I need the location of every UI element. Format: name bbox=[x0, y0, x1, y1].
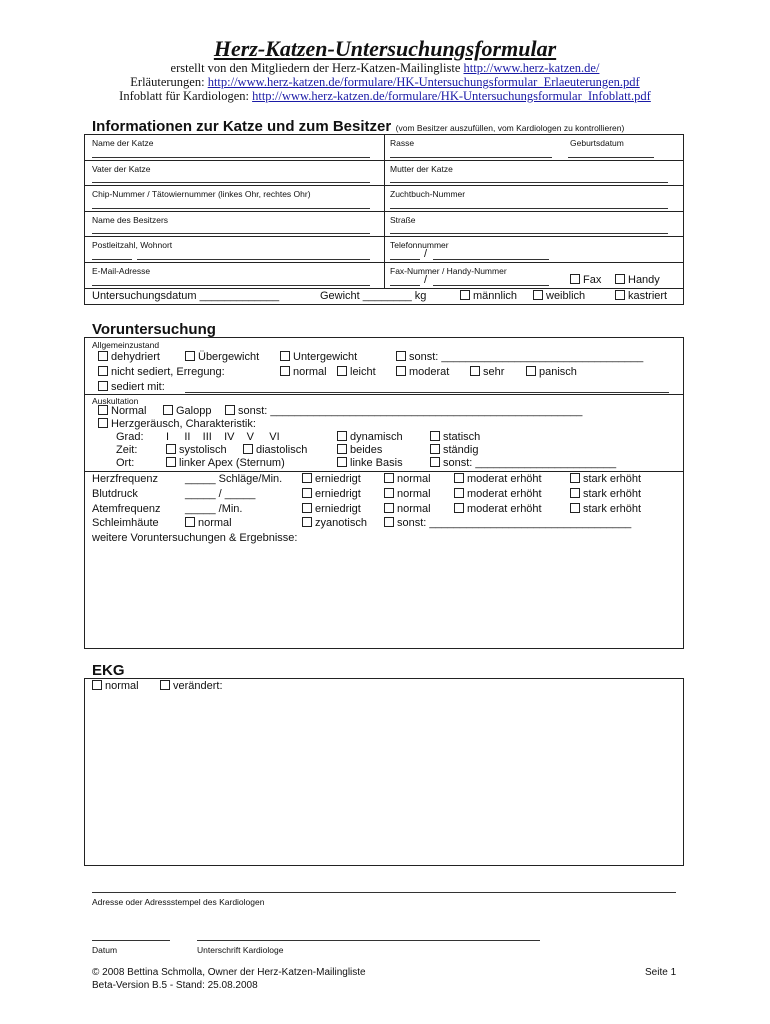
excitement-panic-label: panisch bbox=[539, 366, 577, 378]
bp-normal-label: normal bbox=[397, 488, 431, 500]
left-base-label: linke Basis bbox=[350, 457, 403, 469]
excitement-moderate-checkbox[interactable] bbox=[396, 366, 406, 376]
hr-moderate-label: moderat erhöht bbox=[467, 473, 542, 485]
owner-label: Name des Besitzers bbox=[92, 215, 169, 225]
bp-lowered-checkbox[interactable] bbox=[302, 488, 312, 498]
ekg-title: EKG bbox=[92, 662, 125, 679]
resp-high-label: stark erhöht bbox=[583, 503, 642, 515]
explanations-line bbox=[0, 75, 770, 90]
female-label: weiblich bbox=[546, 290, 586, 302]
handy-option[interactable] bbox=[615, 274, 660, 286]
zip-label: Postleitzahl, Wohnort bbox=[92, 240, 173, 250]
hr-normal-label: normal bbox=[397, 473, 431, 485]
bp-moderate-checkbox[interactable] bbox=[454, 488, 464, 498]
father-label: Vater der Katze bbox=[92, 164, 151, 174]
street-label: Straße bbox=[390, 215, 416, 225]
mucosa-other-option[interactable] bbox=[384, 517, 631, 529]
location-label: Ort: bbox=[116, 457, 135, 469]
hr-high-option[interactable] bbox=[570, 473, 641, 485]
bp-high-option[interactable] bbox=[570, 488, 641, 500]
mucosa-normal-checkbox[interactable] bbox=[185, 517, 195, 527]
both-option[interactable] bbox=[337, 444, 382, 456]
gallop-checkbox[interactable] bbox=[163, 405, 173, 415]
sedated-option[interactable] bbox=[98, 381, 165, 393]
excitement-mild-option[interactable] bbox=[337, 366, 376, 378]
cat-name-label: Name der Katze bbox=[92, 138, 154, 148]
hr-high-label: stark erhöht bbox=[583, 473, 642, 485]
breed-field[interactable] bbox=[390, 157, 552, 158]
fax-area-field[interactable] bbox=[390, 285, 420, 286]
further-exams-area[interactable] bbox=[92, 548, 676, 643]
neutered-option[interactable] bbox=[615, 290, 667, 302]
stud-label: Zuchtbuch-Nummer bbox=[390, 189, 466, 199]
dynamic-checkbox[interactable] bbox=[337, 431, 347, 441]
stud-field[interactable] bbox=[390, 208, 668, 209]
systolic-option[interactable] bbox=[166, 444, 227, 456]
resp-normal-checkbox[interactable] bbox=[384, 503, 394, 513]
overweight-label: Übergewicht bbox=[198, 351, 260, 363]
auscultation-label: Auskultation bbox=[92, 396, 139, 406]
explanations-label: Erläuterungen: bbox=[130, 75, 205, 89]
both-label: beides bbox=[350, 444, 383, 456]
hr-lowered-checkbox[interactable] bbox=[302, 473, 312, 483]
mucosa-cyanotic-option[interactable] bbox=[302, 517, 367, 529]
mother-label: Mutter der Katze bbox=[390, 164, 453, 174]
city-field[interactable] bbox=[137, 259, 370, 260]
heart-rate-label: Herzfrequenz bbox=[92, 473, 159, 485]
general-other-label: sonst: _________________________________ bbox=[409, 351, 644, 363]
mother-field[interactable] bbox=[390, 182, 668, 183]
sedated-checkbox[interactable] bbox=[98, 381, 108, 391]
dehydrated-checkbox[interactable] bbox=[98, 351, 108, 361]
ausc-other-checkbox[interactable] bbox=[225, 405, 235, 415]
excitement-severe-checkbox[interactable] bbox=[470, 366, 480, 376]
mucosa-cyanotic-checkbox[interactable] bbox=[302, 517, 312, 527]
exam-date-field[interactable]: Untersuchungsdatum _____________ bbox=[92, 290, 280, 302]
fax-option[interactable] bbox=[570, 274, 601, 286]
both-checkbox[interactable] bbox=[337, 444, 347, 454]
father-field[interactable] bbox=[92, 182, 370, 183]
mucosa-normal-label: normal bbox=[198, 517, 232, 529]
signature-label: Unterschrift Kardiologe bbox=[197, 945, 284, 955]
underweight-option[interactable] bbox=[280, 351, 357, 363]
ekg-normal-option[interactable] bbox=[92, 680, 139, 692]
phone-area-field[interactable] bbox=[390, 259, 420, 260]
infosheet-link[interactable]: http://www.herz-katzen.de/formulare/HK-Untersuchungsformular_Infoblatt.pdf bbox=[252, 89, 651, 103]
grade-values[interactable]: I II III IV V VI bbox=[166, 431, 280, 443]
hr-lowered-option[interactable] bbox=[302, 473, 361, 485]
hr-normal-checkbox[interactable] bbox=[384, 473, 394, 483]
systolic-label: systolisch bbox=[179, 444, 227, 456]
bp-label: Blutdruck bbox=[92, 488, 138, 500]
version-text: Beta-Version B.5 - Stand: 25.08.2008 bbox=[92, 980, 258, 991]
static-label: statisch bbox=[443, 431, 481, 443]
phone-number-field[interactable] bbox=[433, 259, 549, 260]
resp-normal-option[interactable] bbox=[384, 503, 431, 515]
resp-moderate-checkbox[interactable] bbox=[454, 503, 464, 513]
excitement-moderate-option[interactable] bbox=[396, 366, 449, 378]
overweight-option[interactable] bbox=[185, 351, 259, 363]
cat-name-field[interactable] bbox=[92, 157, 370, 158]
signature-line[interactable] bbox=[197, 940, 540, 941]
info-section-title: Informationen zur Katze und zum Besitzer bbox=[92, 118, 392, 135]
chip-field[interactable] bbox=[92, 208, 370, 209]
info-row-sep bbox=[84, 236, 684, 237]
date-line[interactable] bbox=[92, 940, 170, 941]
date-label: Datum bbox=[92, 945, 118, 955]
male-option[interactable] bbox=[460, 290, 517, 302]
excitement-moderate-label: moderat bbox=[409, 366, 450, 378]
dynamic-option[interactable] bbox=[337, 431, 403, 443]
general-condition-label: Allgemeinzustand bbox=[92, 340, 160, 350]
owner-field[interactable] bbox=[92, 233, 370, 234]
resp-moderate-label: moderat erhöht bbox=[467, 503, 542, 515]
fax-checkbox[interactable] bbox=[570, 274, 580, 284]
constant-option[interactable] bbox=[430, 444, 478, 456]
female-checkbox[interactable] bbox=[533, 290, 543, 300]
ausc-other-option[interactable] bbox=[225, 405, 582, 417]
bp-lowered-label: erniedrigt bbox=[315, 488, 361, 500]
overweight-checkbox[interactable] bbox=[185, 351, 195, 361]
location-other-checkbox[interactable] bbox=[430, 457, 440, 467]
excitement-mild-label: leicht bbox=[350, 366, 376, 378]
apex-label: linker Apex (Sternum) bbox=[179, 457, 285, 469]
created-by-text: erstellt von den Mitgliedern der Herz-Katzen-Mailingliste bbox=[170, 61, 461, 75]
info-row-sep bbox=[84, 211, 684, 212]
resp-normal-label: normal bbox=[397, 503, 431, 515]
not-sedated-option[interactable] bbox=[98, 366, 225, 378]
left-base-option[interactable] bbox=[337, 457, 403, 469]
infosheet-line bbox=[0, 89, 770, 104]
constant-label: ständig bbox=[443, 444, 479, 456]
time-label: Zeit: bbox=[116, 444, 138, 456]
pre-exam-sep bbox=[84, 471, 684, 472]
heart-rate-field[interactable]: _____ Schläge/Min. bbox=[185, 473, 283, 485]
excitement-normal-label: normal bbox=[293, 366, 327, 378]
apex-option[interactable] bbox=[166, 457, 285, 469]
ausc-other-label: sonst: ___________________________________________________ bbox=[238, 405, 583, 417]
excitement-mild-checkbox[interactable] bbox=[337, 366, 347, 376]
ekg-normal-label: normal bbox=[105, 680, 139, 692]
bp-moderate-option[interactable] bbox=[454, 488, 542, 500]
constant-checkbox[interactable] bbox=[430, 444, 440, 454]
general-other-option[interactable] bbox=[396, 351, 643, 363]
birthdate-field[interactable] bbox=[568, 157, 654, 158]
ekg-notes-area[interactable] bbox=[240, 694, 676, 858]
ekg-changed-label: verändert: bbox=[173, 680, 223, 692]
location-other-option[interactable] bbox=[430, 457, 616, 469]
location-other-label: sonst: _______________________ bbox=[443, 457, 617, 469]
phone-label: Telefonnummer bbox=[390, 240, 449, 250]
neutered-label: kastriert bbox=[628, 290, 668, 302]
underweight-checkbox[interactable] bbox=[280, 351, 290, 361]
excitement-severe-label: sehr bbox=[483, 366, 505, 378]
bp-normal-checkbox[interactable] bbox=[384, 488, 394, 498]
diastolic-checkbox[interactable] bbox=[243, 444, 253, 454]
hr-lowered-label: erniedrigt bbox=[315, 473, 361, 485]
dehydrated-option[interactable] bbox=[98, 351, 160, 363]
resp-lowered-option[interactable] bbox=[302, 503, 361, 515]
chip-label: Chip-Nummer / Tätowiernummer (linkes Ohr, rechtes Ohr) bbox=[92, 189, 311, 199]
male-checkbox[interactable] bbox=[460, 290, 470, 300]
info-section-note: (vom Besitzer auszufüllen, vom Kardiologen zu kontrollieren) bbox=[395, 123, 625, 133]
hr-moderate-option[interactable] bbox=[454, 473, 542, 485]
phone-slash: / bbox=[424, 248, 428, 260]
gallop-label: Galopp bbox=[176, 405, 212, 417]
murmur-label: Herzgeräusch, Charakteristik: bbox=[111, 418, 256, 430]
birthdate-label: Geburtsdatum bbox=[570, 138, 624, 148]
ausc-normal-label: Normal bbox=[111, 405, 147, 417]
diastolic-label: diastolisch bbox=[256, 444, 308, 456]
dehydrated-label: dehydriert bbox=[111, 351, 160, 363]
fax-label: Fax-Nummer / Handy-Nummer bbox=[390, 266, 507, 276]
ausc-normal-option[interactable] bbox=[98, 405, 146, 417]
explanations-link[interactable]: http://www.herz-katzen.de/formulare/HK-Untersuchungsformular_Erlaeuterungen.pdf bbox=[207, 75, 640, 89]
hr-moderate-checkbox[interactable] bbox=[454, 473, 464, 483]
murmur-checkbox[interactable] bbox=[98, 418, 108, 428]
diastolic-option[interactable] bbox=[243, 444, 307, 456]
email-field[interactable] bbox=[92, 285, 370, 286]
handy-option-label: Handy bbox=[628, 274, 660, 286]
bp-normal-option[interactable] bbox=[384, 488, 431, 500]
excitement-normal-checkbox[interactable] bbox=[280, 366, 290, 376]
murmur-option[interactable] bbox=[98, 418, 256, 430]
form-title: Herz-Katzen-Untersuchungsformular bbox=[213, 36, 557, 61]
excitement-panic-option[interactable] bbox=[526, 366, 577, 378]
excitement-normal-option[interactable] bbox=[280, 366, 327, 378]
resp-lowered-label: erniedrigt bbox=[315, 503, 361, 515]
systolic-checkbox[interactable] bbox=[166, 444, 176, 454]
info-row-sep bbox=[84, 262, 684, 263]
mucosa-label: Schleimhäute bbox=[92, 517, 159, 529]
weight-field[interactable]: Gewicht ________ kg bbox=[320, 290, 427, 302]
underweight-label: Untergewicht bbox=[293, 351, 358, 363]
resp-label: Atemfrequenz bbox=[92, 503, 161, 515]
apex-checkbox[interactable] bbox=[166, 457, 176, 467]
ekg-normal-checkbox[interactable] bbox=[92, 680, 102, 690]
created-by-line bbox=[0, 61, 770, 76]
handy-checkbox[interactable] bbox=[615, 274, 625, 284]
sedated-with-field[interactable] bbox=[185, 392, 669, 393]
general-other-checkbox[interactable] bbox=[396, 351, 406, 361]
zip-field[interactable] bbox=[92, 259, 132, 260]
bp-high-checkbox[interactable] bbox=[570, 488, 580, 498]
neutered-checkbox[interactable] bbox=[615, 290, 625, 300]
ekg-changed-option[interactable] bbox=[160, 680, 223, 692]
grade-label: Grad: bbox=[116, 431, 144, 443]
excitement-severe-option[interactable] bbox=[470, 366, 504, 378]
static-option[interactable] bbox=[430, 431, 480, 443]
hr-normal-option[interactable] bbox=[384, 473, 431, 485]
resp-lowered-checkbox[interactable] bbox=[302, 503, 312, 513]
resp-high-checkbox[interactable] bbox=[570, 503, 580, 513]
not-sedated-label: nicht sediert, Erregung: bbox=[111, 366, 225, 378]
resp-high-option[interactable] bbox=[570, 503, 641, 515]
breed-label: Rasse bbox=[390, 138, 415, 148]
pre-exam-sep bbox=[84, 394, 684, 395]
female-option[interactable] bbox=[533, 290, 585, 302]
not-sedated-checkbox[interactable] bbox=[98, 366, 108, 376]
male-label: männlich bbox=[473, 290, 518, 302]
resp-field[interactable]: _____ /Min. bbox=[185, 503, 243, 515]
excitement-panic-checkbox[interactable] bbox=[526, 366, 536, 376]
fax-option-label: Fax bbox=[583, 274, 602, 286]
fax-number-field[interactable] bbox=[433, 285, 549, 286]
further-exams-label: weitere Voruntersuchungen & Ergebnisse: bbox=[92, 532, 298, 544]
copyright-text: © 2008 Bettina Schmolla, Owner der Herz-Katzen-Mailingliste bbox=[92, 967, 366, 978]
mucosa-cyanotic-label: zyanotisch bbox=[315, 517, 367, 529]
bp-high-label: stark erhöht bbox=[583, 488, 642, 500]
info-row-sep bbox=[84, 160, 684, 161]
bp-lowered-option[interactable] bbox=[302, 488, 361, 500]
mucosa-normal-option[interactable] bbox=[185, 517, 232, 529]
ekg-changed-checkbox[interactable] bbox=[160, 680, 170, 690]
infosheet-label: Infoblatt für Kardiologen: bbox=[119, 89, 249, 103]
mucosa-other-label: sonst: _________________________________ bbox=[397, 517, 632, 529]
bp-field[interactable]: _____ / _____ bbox=[185, 488, 256, 500]
gallop-option[interactable] bbox=[163, 405, 211, 417]
bp-moderate-label: moderat erhöht bbox=[467, 488, 542, 500]
hr-high-checkbox[interactable] bbox=[570, 473, 580, 483]
address-label: Adresse oder Adressstempel des Kardiologen bbox=[92, 897, 265, 907]
website-link[interactable]: http://www.herz-katzen.de/ bbox=[463, 61, 600, 75]
info-row-sep bbox=[84, 185, 684, 186]
left-base-checkbox[interactable] bbox=[337, 457, 347, 467]
pre-exam-title: Voruntersuchung bbox=[92, 321, 216, 338]
dynamic-label: dynamisch bbox=[350, 431, 403, 443]
address-line[interactable] bbox=[92, 892, 676, 893]
fax-slash: / bbox=[424, 274, 428, 286]
sedated-label: sediert mit: bbox=[111, 381, 165, 393]
page-number: Seite 1 bbox=[645, 967, 677, 978]
resp-moderate-option[interactable] bbox=[454, 503, 542, 515]
ausc-normal-checkbox[interactable] bbox=[98, 405, 108, 415]
info-row-sep bbox=[84, 288, 684, 289]
mucosa-other-checkbox[interactable] bbox=[384, 517, 394, 527]
email-label: E-Mail-Adresse bbox=[92, 266, 151, 276]
street-field[interactable] bbox=[390, 233, 668, 234]
static-checkbox[interactable] bbox=[430, 431, 440, 441]
